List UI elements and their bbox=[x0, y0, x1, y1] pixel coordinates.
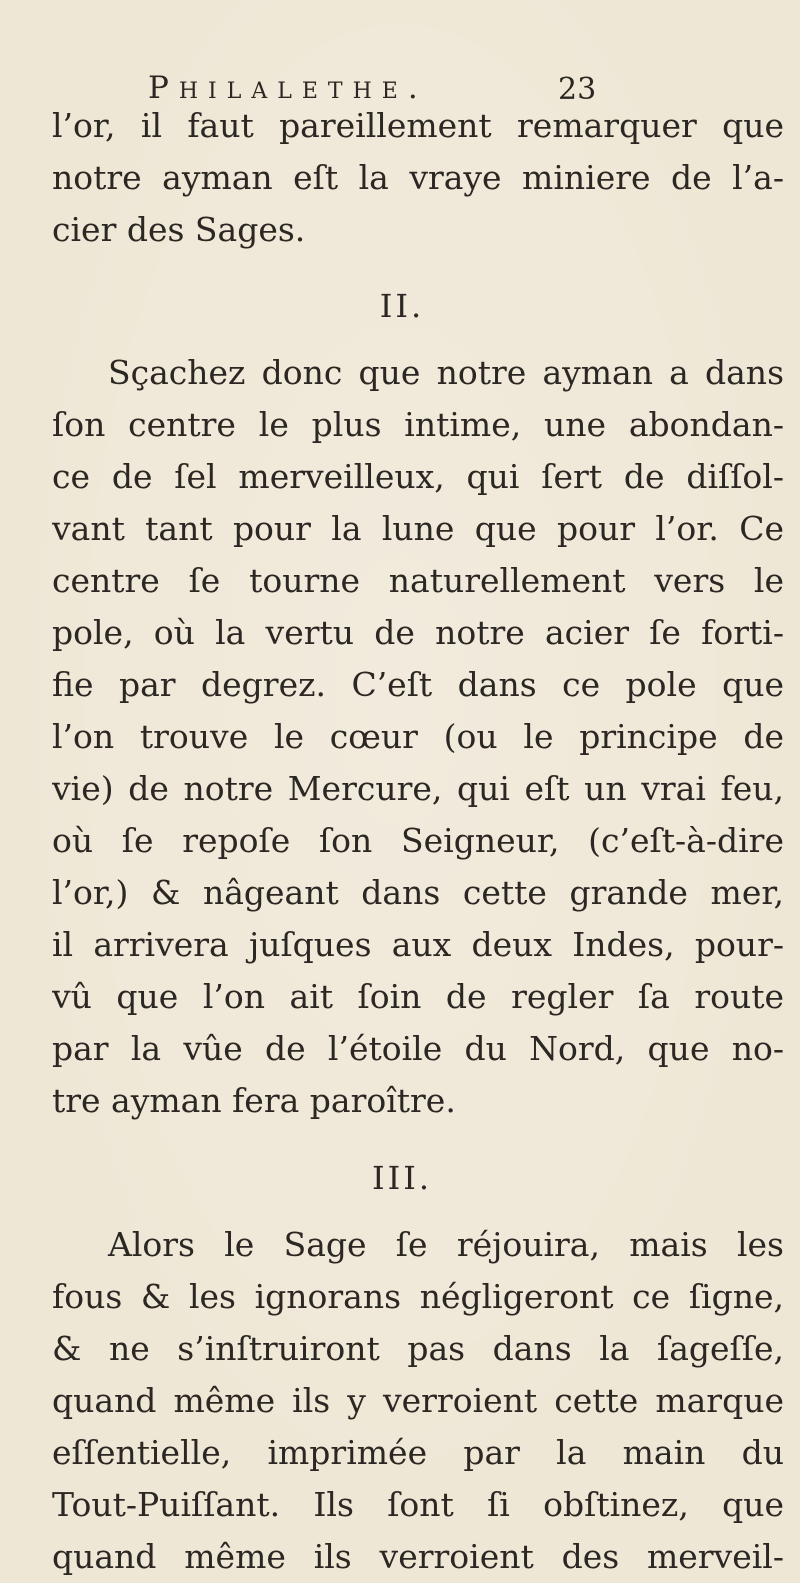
text-line: fous & les ignorans négligeront ce ſigne, bbox=[52, 1277, 784, 1316]
text-line: pole, où la vertu de notre acier ſe forti- bbox=[52, 613, 784, 652]
text-line: vie) de notre Mercure, qui eſt un vrai feu, bbox=[52, 769, 784, 808]
text-line: l’or, il faut pareillement remarquer que bbox=[52, 106, 784, 145]
text-line: quand même ils y verroient cette marque bbox=[52, 1381, 784, 1420]
text-line: Alors le Sage ſe réjouira, mais les bbox=[108, 1225, 784, 1264]
text-line: vant tant pour la lune que pour l’or. Ce bbox=[52, 509, 784, 548]
text-line: eſſentielle, imprimée par la main du bbox=[52, 1433, 784, 1472]
text-line: ce de ſel merveilleux, qui ſert de diſſol- bbox=[52, 457, 784, 496]
text-line: vû que l’on ait ſoin de regler ſa route bbox=[52, 977, 784, 1016]
running-title: Philalethe. bbox=[148, 70, 428, 106]
text-line: l’or,) & nâgeant dans cette grande mer, bbox=[52, 873, 784, 912]
body-text bbox=[52, 100, 784, 1583]
page-number: 23 bbox=[558, 72, 597, 107]
text-line: par la vûe de l’étoile du Nord, que no- bbox=[52, 1029, 784, 1068]
text-line: ſon centre le plus intime, une abondan- bbox=[52, 405, 784, 444]
section-heading-3: III. bbox=[371, 1159, 433, 1197]
text-line: l’on trouve le cœur (ou le principe de bbox=[52, 717, 784, 756]
section-3-paragraph bbox=[52, 1219, 784, 1583]
text-line: Sçachez donc que notre ayman a dans bbox=[108, 353, 784, 392]
section-heading-2: II. bbox=[379, 287, 425, 325]
paragraph-1 bbox=[52, 100, 784, 256]
text-line: où ſe repoſe ſon Seigneur, (c’eſt-à-dire bbox=[52, 821, 784, 860]
text-line: & ne s’inſtruiront pas dans la ſageſſe, bbox=[52, 1329, 784, 1368]
text-line: fie par degrez. C’eſt dans ce pole que bbox=[52, 665, 784, 704]
text-line: centre ſe tourne naturellement vers le bbox=[52, 561, 784, 600]
text-line: Tout-Puiſſant. Ils ſont ſi obſtinez, que bbox=[52, 1485, 784, 1524]
text-line: quand même ils verroient des merveil- bbox=[52, 1537, 784, 1576]
section-2-paragraph bbox=[52, 347, 784, 1127]
text-line: notre ayman eſt la vraye miniere de l’a- bbox=[52, 158, 784, 197]
text-line: tre ayman fera paroître. bbox=[52, 1081, 456, 1120]
text-line: cier des Sages. bbox=[52, 210, 306, 249]
text-line: il arrivera juſques aux deux Indes, pour- bbox=[52, 925, 784, 964]
